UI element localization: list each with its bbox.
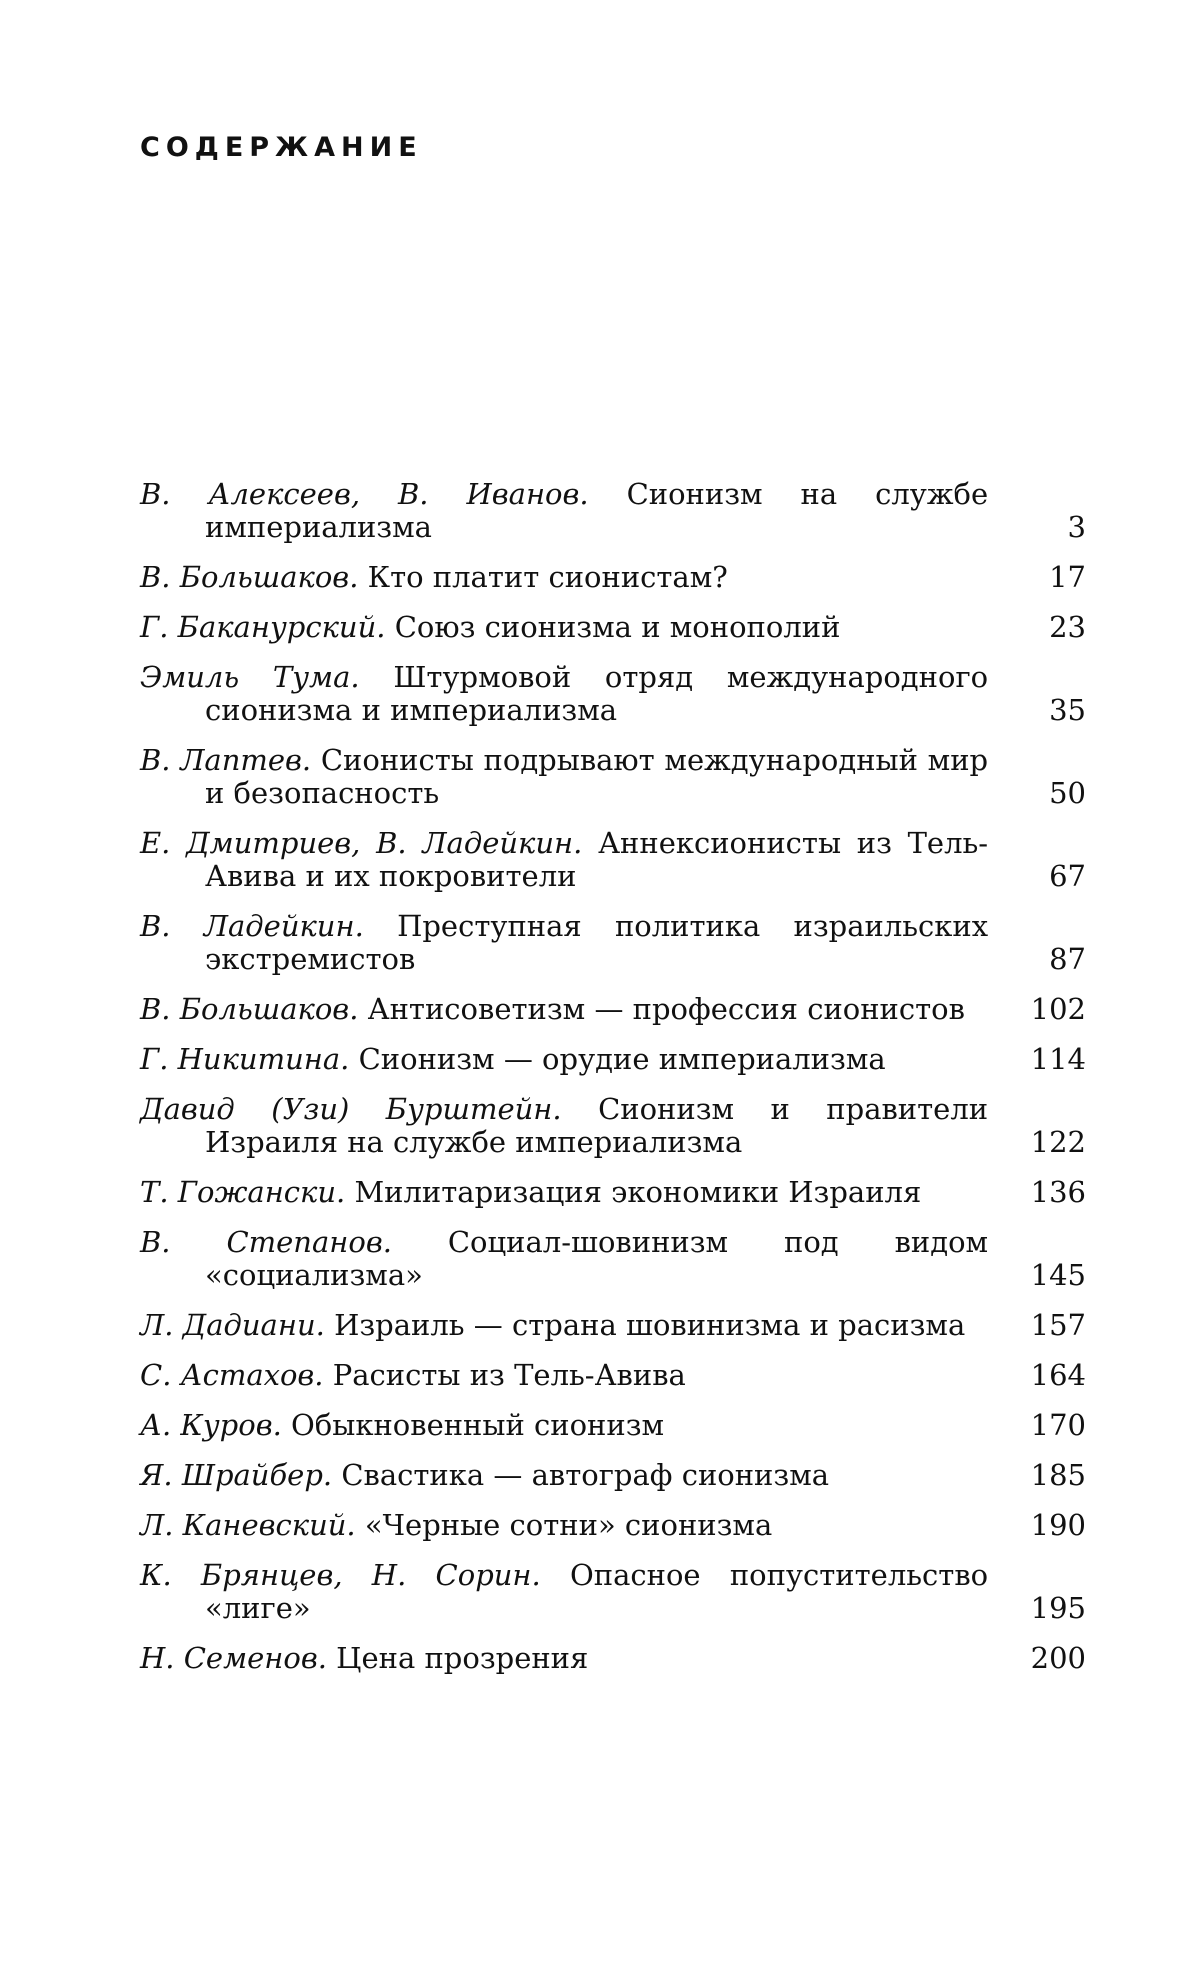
entry-page: 17 (1049, 560, 1086, 594)
entry-title: Сионизм на службе империализма (205, 477, 989, 544)
toc-entry (140, 478, 1086, 544)
entry-page: 145 (1030, 1258, 1086, 1292)
entry-author: К. Брянцев, Н. Сорин. (140, 1558, 541, 1592)
entry-text (140, 1359, 988, 1392)
entry-text (140, 1509, 988, 1542)
entry-author: Г. Баканурский. (140, 610, 386, 644)
entry-page: 122 (1030, 1125, 1086, 1159)
toc-entry (140, 827, 1086, 893)
entry-text (140, 1459, 988, 1492)
toc-entry (140, 1309, 1086, 1342)
entry-author: В. Степанов. (140, 1225, 392, 1259)
entry-author: Я. Шрайбер. (140, 1458, 333, 1492)
entry-title: Кто платит сионистам? (367, 560, 728, 594)
entry-title: Сионисты подрывают международный мир и безопасность (205, 743, 989, 810)
entry-page: 157 (1030, 1308, 1086, 1342)
entry-text (140, 910, 988, 976)
entry-title: Израиль — страна шовинизма и расизма (334, 1308, 966, 1342)
entry-page: 3 (1067, 510, 1086, 544)
entry-title: Свастика — автограф сионизма (341, 1458, 830, 1492)
entry-text (140, 827, 988, 893)
entry-page: 50 (1049, 776, 1086, 810)
entry-title: Цена прозрения (336, 1641, 589, 1675)
entry-text (140, 1176, 988, 1209)
entry-title: Сионизм — орудие империализма (358, 1042, 886, 1076)
page-title: СОДЕРЖАНИЕ (140, 132, 423, 163)
toc-entry (140, 1509, 1086, 1542)
entry-title: Аннексионисты из Тель-Авива и их покровители (205, 826, 989, 893)
entry-page: 185 (1030, 1458, 1086, 1492)
entry-author: Т. Гожански. (140, 1175, 346, 1209)
entry-text (140, 478, 988, 544)
entry-page: 102 (1030, 992, 1086, 1026)
toc-entry (140, 1226, 1086, 1292)
entry-page: 200 (1030, 1641, 1086, 1675)
entry-text (140, 1226, 988, 1292)
entry-title: Преступная политика израильских экстремистов (205, 909, 989, 976)
entry-title: Антисоветизм — профессия сионистов (367, 992, 965, 1026)
entry-author: С. Астахов. (140, 1358, 324, 1392)
toc-entry (140, 611, 1086, 644)
entry-title: Социал-шовинизм под видом «социализма» (205, 1225, 989, 1292)
entry-author: А. Куров. (140, 1408, 282, 1442)
entry-text (140, 1043, 988, 1076)
entry-page: 136 (1030, 1175, 1086, 1209)
entry-text (140, 1093, 988, 1159)
entry-author: В. Большаков. (140, 992, 359, 1026)
entry-text (140, 993, 988, 1026)
toc-entry (140, 910, 1086, 976)
entry-text (140, 611, 988, 644)
entry-title: Опасное попустительство «лиге» (205, 1558, 989, 1625)
toc-entry (140, 661, 1086, 727)
entry-text (140, 661, 988, 727)
entry-title: Сионизм и правители Израиля на службе империализма (205, 1092, 989, 1159)
entry-author: Н. Семенов. (140, 1641, 327, 1675)
entry-text (140, 744, 988, 810)
entry-text (140, 1309, 988, 1342)
entry-page: 195 (1030, 1591, 1086, 1625)
entry-text (140, 1409, 988, 1442)
entry-page: 87 (1049, 942, 1086, 976)
entry-title: Штурмовой отряд международного сионизма и империализма (205, 660, 989, 727)
entry-author: В. Алексеев, В. Иванов. (140, 477, 589, 511)
table-of-contents (140, 478, 1086, 1692)
entry-text (140, 1642, 988, 1675)
toc-entry (140, 1043, 1086, 1076)
entry-page: 23 (1049, 610, 1086, 644)
entry-author: Эмиль Тума. (140, 660, 360, 694)
toc-entry (140, 561, 1086, 594)
toc-entry (140, 1359, 1086, 1392)
entry-page: 67 (1049, 859, 1086, 893)
entry-title: «Черные сотни» сионизма (364, 1508, 773, 1542)
entry-page: 170 (1030, 1408, 1086, 1442)
entry-author: Давид (Узи) Бурштейн. (140, 1092, 562, 1126)
entry-text (140, 561, 988, 594)
entry-page: 114 (1030, 1042, 1086, 1076)
entry-page: 190 (1030, 1508, 1086, 1542)
toc-entry (140, 1176, 1086, 1209)
entry-page: 164 (1030, 1358, 1086, 1392)
entry-author: Л. Дадиани. (140, 1308, 325, 1342)
entry-author: Л. Каневский. (140, 1508, 356, 1542)
entry-text (140, 1559, 988, 1625)
toc-entry (140, 1559, 1086, 1625)
entry-title: Милитаризация экономики Израиля (354, 1175, 922, 1209)
toc-entry (140, 1093, 1086, 1159)
entry-author: В. Большаков. (140, 560, 359, 594)
entry-title: Обыкновенный сионизм (291, 1408, 665, 1442)
entry-author: Г. Никитина. (140, 1042, 350, 1076)
entry-author: В. Лаптев. (140, 743, 312, 777)
entry-title: Расисты из Тель-Авива (332, 1358, 686, 1392)
toc-entry (140, 993, 1086, 1026)
toc-entry (140, 1642, 1086, 1675)
entry-title: Союз сионизма и монополий (394, 610, 841, 644)
toc-entry (140, 1459, 1086, 1492)
entry-author: В. Ладейкин. (140, 909, 364, 943)
toc-entry (140, 1409, 1086, 1442)
entry-page: 35 (1049, 693, 1086, 727)
entry-author: Е. Дмитриев, В. Ладейкин. (140, 826, 583, 860)
toc-entry (140, 744, 1086, 810)
